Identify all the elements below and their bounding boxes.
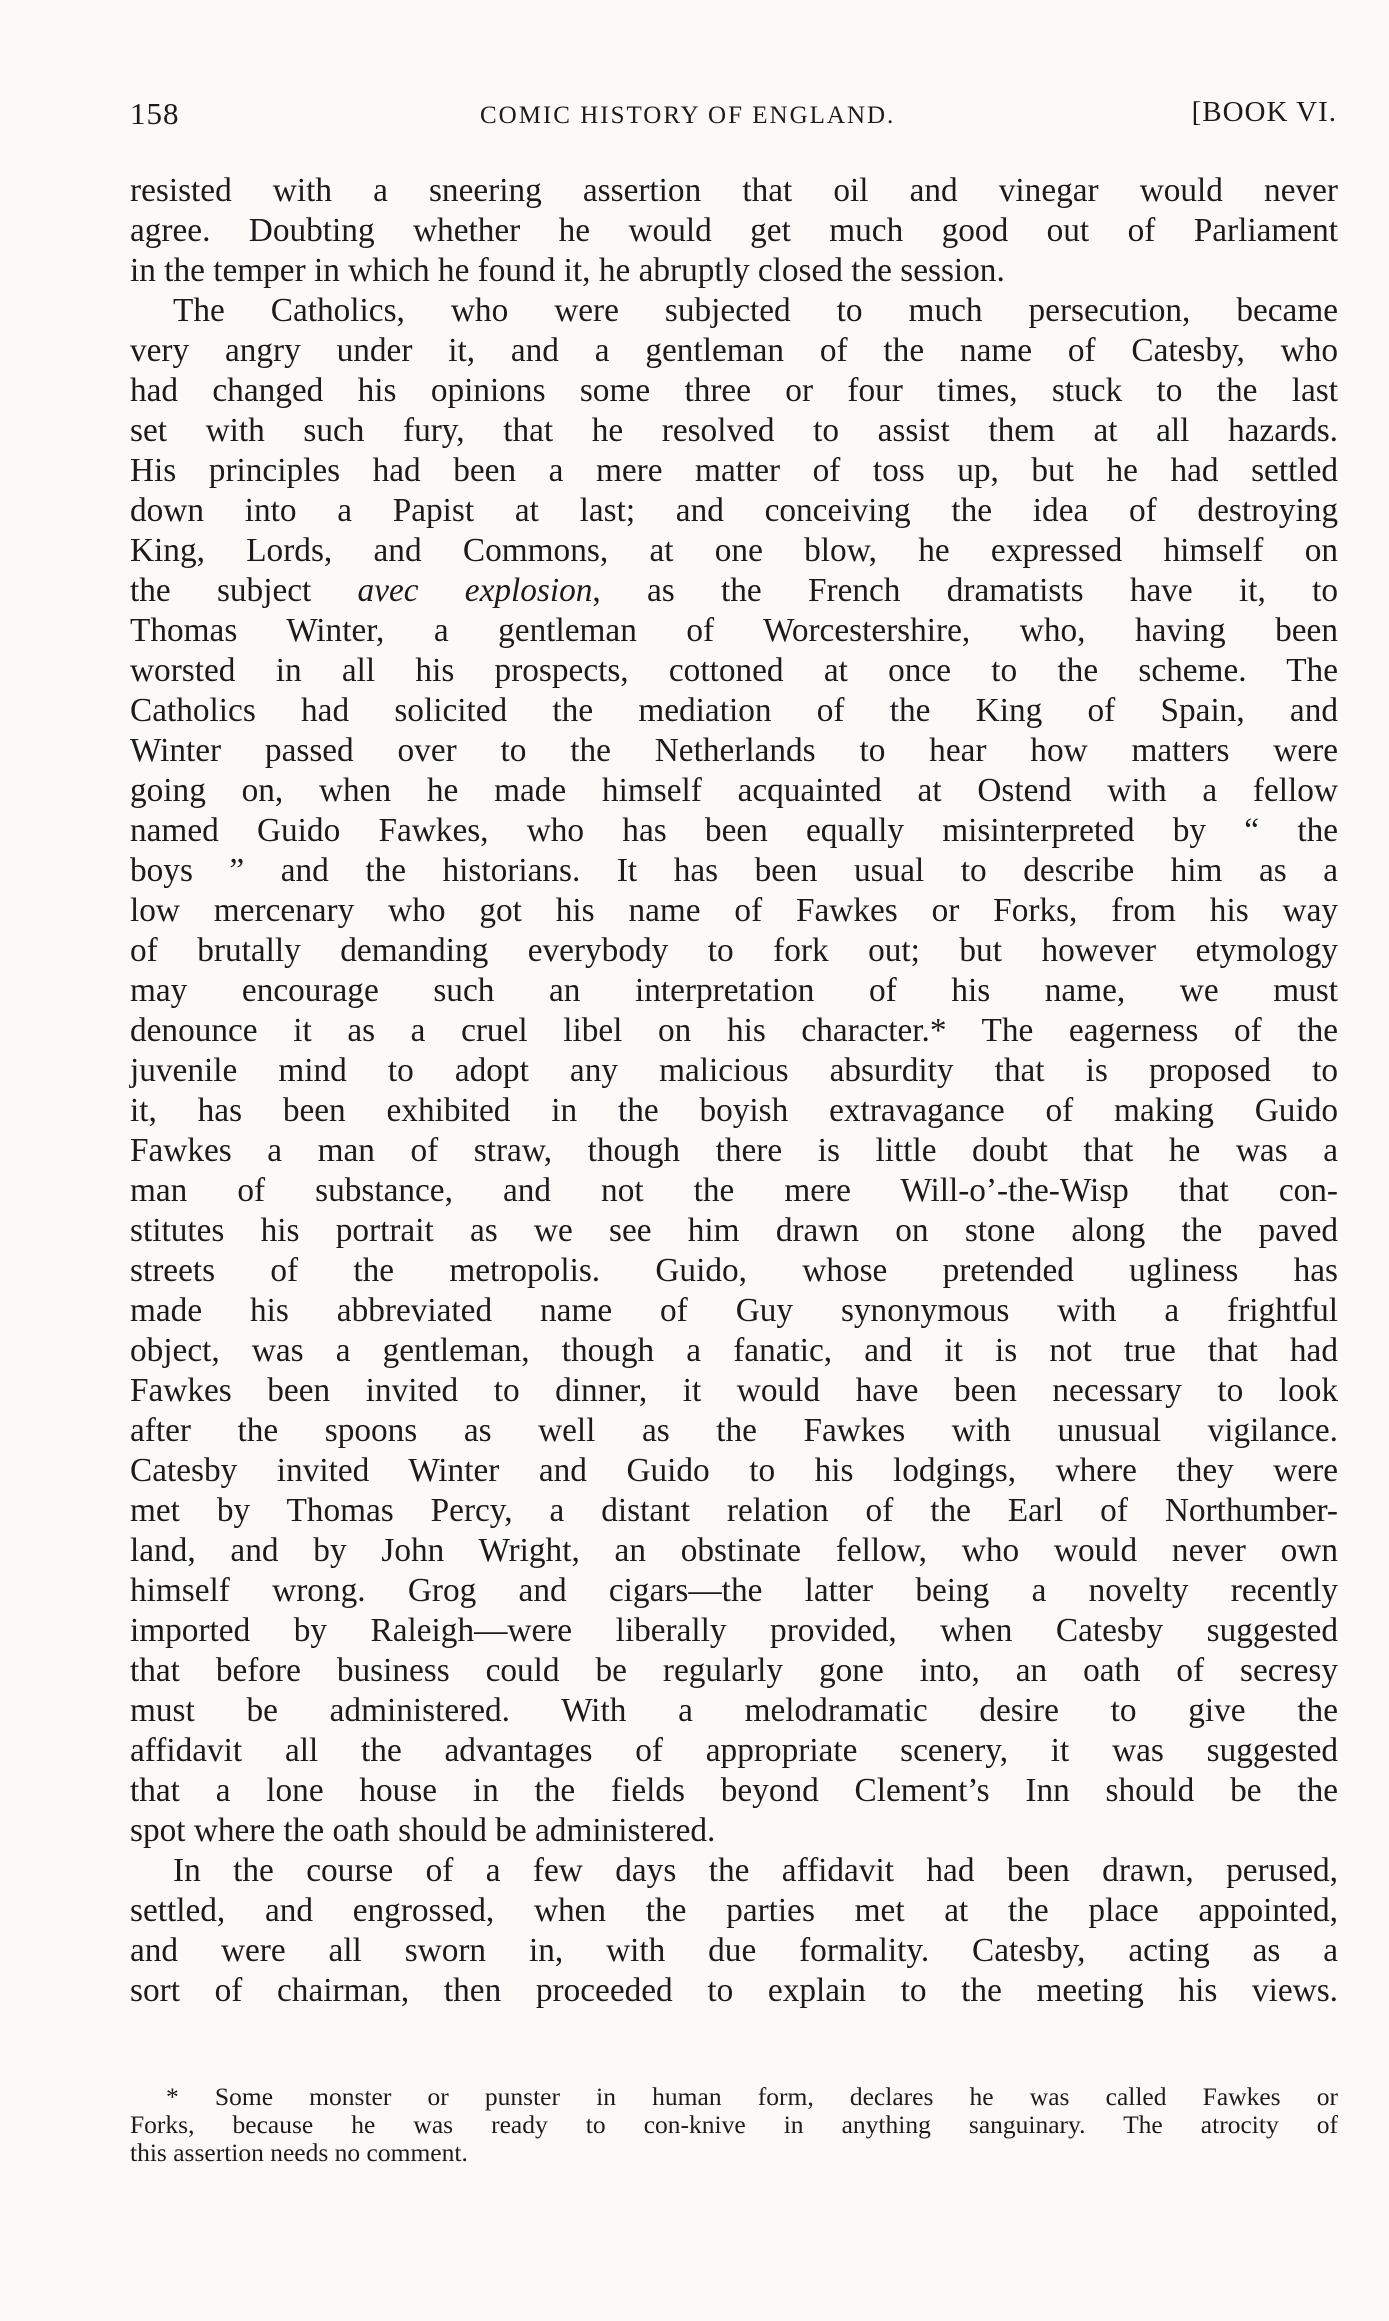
text-line: going on, when he made himself acquainted at Ostend with a fellow [130, 772, 1338, 809]
main-text [130, 171, 1338, 2011]
footnote-line: Forks, because he was ready to con-knive in anything sanguinary. The atrocity of [130, 2110, 1338, 2139]
text-line: resisted with a sneering assertion that oil and vinegar would never [130, 172, 1338, 209]
book-reference: [BOOK VI. [1191, 96, 1337, 128]
text-line: named Guido Fawkes, who has been equally misinterpreted by “ the [130, 812, 1338, 849]
text-line: streets of the metropolis. Guido, whose pretended ugliness has [130, 1252, 1338, 1289]
text-line: stitutes his portrait as we see him drawn on stone along the paved [130, 1212, 1338, 1249]
text-line: Catholics had solicited the mediation of the King of Spain, and [130, 692, 1338, 729]
footnote-line: * Some monster or punster in human form, declares he was called Fawkes or [166, 2082, 1338, 2111]
running-header [130, 96, 1337, 136]
text-line: that a lone house in the fields beyond Clement’s Inn should be the [130, 1772, 1338, 1809]
text-line: and were all sworn in, with due formality. Catesby, acting as a [130, 1932, 1338, 1969]
text-line: boys ” and the historians. It has been usual to describe him as a [130, 852, 1338, 889]
text-line: down into a Papist at last; and conceiving the idea of destroying [130, 492, 1338, 529]
text-line: agree. Doubting whether he would get much good out of Parliament [130, 212, 1338, 249]
text-line: sort of chairman, then proceeded to explain to the meeting his views. [130, 1972, 1338, 2009]
text-line: settled, and engrossed, when the parties met at the place appointed, [130, 1892, 1338, 1929]
text-line: denounce it as a cruel libel on his character.* The eagerness of the [130, 1012, 1338, 1049]
text-line: spot where the oath should be administered. [130, 1812, 716, 1849]
text-line: of brutally demanding everybody to fork out; but however etymology [130, 932, 1338, 969]
text-line: himself wrong. Grog and cigars—the latter being a novelty recently [130, 1572, 1338, 1609]
footnote [130, 2083, 1338, 2167]
text-line: His principles had been a mere matter of toss up, but he had settled [130, 452, 1338, 489]
text-line: Catesby invited Winter and Guido to his lodgings, where they were [130, 1452, 1338, 1489]
text-line: Thomas Winter, a gentleman of Worcestershire, who, having been [130, 612, 1338, 649]
text-line: made his abbreviated name of Guy synonymous with a frightful [130, 1292, 1338, 1329]
running-title: COMIC HISTORY OF ENGLAND. [480, 102, 896, 129]
text-line: after the spoons as well as the Fawkes with unusual vigilance. [130, 1412, 1338, 1449]
text-line: the subject avec explosion, as the French dramatists have it, to [130, 572, 1338, 609]
paragraph-start-line: The Catholics, who were subjected to much persecution, became [173, 292, 1338, 329]
text-line: man of substance, and not the mere Will-o’-the-Wisp that con- [130, 1172, 1338, 1209]
page-number: 158 [130, 96, 180, 131]
text-line: it, has been exhibited in the boyish extravagance of making Guido [130, 1092, 1338, 1129]
text-line: met by Thomas Percy, a distant relation of the Earl of Northumber- [130, 1492, 1338, 1529]
paragraph-start-line: In the course of a few days the affidavit had been drawn, perused, [173, 1852, 1338, 1889]
text-line: had changed his opinions some three or four times, stuck to the last [130, 372, 1338, 409]
text-line: affidavit all the advantages of appropriate scenery, it was suggested [130, 1732, 1338, 1769]
text-line: Winter passed over to the Netherlands to hear how matters were [130, 732, 1338, 769]
text-line: Fawkes been invited to dinner, it would have been necessary to look [130, 1372, 1338, 1409]
text-line: may encourage such an interpretation of his name, we must [130, 972, 1338, 1009]
text-line: must be administered. With a melodramatic desire to give the [130, 1692, 1338, 1729]
text-line: that before business could be regularly gone into, an oath of secresy [130, 1652, 1338, 1689]
text-line: in the temper in which he found it, he abruptly closed the session. [130, 252, 1005, 289]
text-line: Fawkes a man of straw, though there is little doubt that he was a [130, 1132, 1338, 1169]
italic-phrase: avec explosion [357, 572, 593, 609]
text-line: very angry under it, and a gentleman of the name of Catesby, who [130, 332, 1338, 369]
footnote-line: this assertion needs no comment. [130, 2138, 468, 2167]
text-line: worsted in all his prospects, cottoned at once to the scheme. The [130, 652, 1338, 689]
text-line: set with such fury, that he resolved to assist them at all hazards. [130, 412, 1338, 449]
text-line: object, was a gentleman, though a fanatic, and it is not true that had [130, 1332, 1338, 1369]
text-line: low mercenary who got his name of Fawkes or Forks, from his way [130, 892, 1338, 929]
text-line: King, Lords, and Commons, at one blow, he expressed himself on [130, 532, 1338, 569]
text-line: juvenile mind to adopt any malicious absurdity that is proposed to [130, 1052, 1338, 1089]
text-line: imported by Raleigh—were liberally provided, when Catesby suggested [130, 1612, 1338, 1649]
text-line: land, and by John Wright, an obstinate fellow, who would never own [130, 1532, 1338, 1569]
